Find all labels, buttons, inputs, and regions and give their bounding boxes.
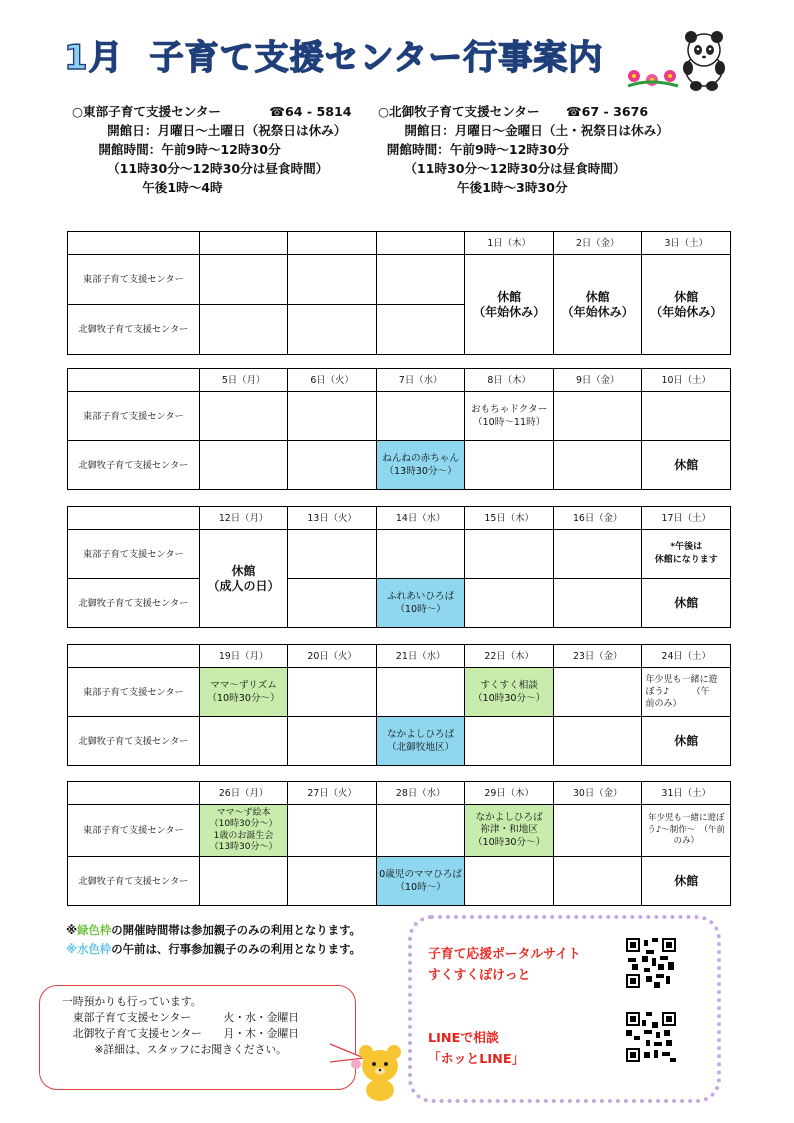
row-label-east: 東部子育て支援センター [68, 255, 200, 305]
event-cell [288, 255, 377, 305]
event-cell [553, 392, 642, 441]
row-label-east: 東部子育て支援センター [68, 530, 200, 579]
day-header: 6日（火） [288, 369, 377, 392]
event-cell [376, 305, 465, 355]
green-note: ※緑色枠の開催時間帯は参加親子のみの利用となります。 [66, 923, 361, 937]
event-cell [465, 579, 554, 628]
day-header: 26日（月） [199, 782, 288, 805]
event-cell [553, 441, 642, 490]
day-header: 1日（木） [465, 232, 554, 255]
event-cell [199, 305, 288, 355]
day-header: 17日（土） [642, 507, 731, 530]
day-header: 20日（火） [288, 645, 377, 668]
closed-cell: 休館 [642, 857, 731, 906]
day-header: 14日（水） [376, 507, 465, 530]
event-cell [376, 668, 465, 717]
day-header: 27日（火） [288, 782, 377, 805]
day-header: 2日（金） [553, 232, 642, 255]
event-cell [553, 530, 642, 579]
panda-icon [683, 31, 725, 91]
east-center-name: ○東部子育て支援センター [72, 104, 222, 119]
event-cell: *午後は 休館になります [642, 530, 731, 579]
event-cell [199, 857, 288, 906]
north-open-days: 開館日：月曜日～金曜日（土・祝祭日は休み） [404, 123, 669, 138]
event-cell [465, 857, 554, 906]
portal-text [428, 944, 581, 1070]
event-cell: すくすく相談 （10時30分～） [465, 668, 554, 717]
event-cell [288, 857, 377, 906]
row-label-north: 北御牧子育て支援センター [68, 579, 200, 628]
north-afternoon: 午後1時～3時30分 [456, 180, 568, 195]
event-cell [288, 530, 377, 579]
event-cell [553, 668, 642, 717]
day-header [199, 232, 288, 255]
event-cell: ふれあいひろば （10時～） [376, 579, 465, 628]
row-label-east: 東部子育て支援センター [68, 392, 200, 441]
closed-cell: 休館 （成人の日） [199, 530, 288, 628]
day-header: 8日（木） [465, 369, 554, 392]
day-header: 28日（水） [376, 782, 465, 805]
event-cell [465, 530, 554, 579]
closed-cell: 休館 （年始休み） [465, 255, 554, 355]
day-header: 7日（水） [376, 369, 465, 392]
week-table-4 [67, 644, 731, 766]
week-table-3 [67, 506, 731, 628]
north-lunch: （11時30分～12時30分は昼食時間） [404, 161, 626, 176]
event-cell: ママ～ずリズム （10時30分～） [199, 668, 288, 717]
green-keyword: 緑色枠 [77, 923, 112, 937]
east-center-phone: ☎64 - 5814 [269, 104, 352, 119]
blue-keyword: 水色枠 [77, 942, 112, 956]
day-header: 10日（土） [642, 369, 731, 392]
event-cell [553, 857, 642, 906]
panda-illustration [620, 28, 730, 94]
row-label-east: 東部子育て支援センター [68, 668, 200, 717]
event-cell [199, 255, 288, 305]
event-cell: なかよしひろば （北御牧地区） [376, 717, 465, 766]
day-header: 22日（木） [465, 645, 554, 668]
event-cell [642, 392, 731, 441]
event-cell: ねんねの赤ちゃん （13時30分～） [376, 441, 465, 490]
event-cell [465, 441, 554, 490]
event-cell [288, 717, 377, 766]
day-header: 29日（木） [465, 782, 554, 805]
flower-icon [628, 70, 678, 86]
east-afternoon: 午後1時～4時 [142, 180, 223, 195]
event-cell [553, 717, 642, 766]
portal-site-label[interactable]: 子育て応援ポータルサイト [428, 947, 581, 962]
event-cell [199, 717, 288, 766]
childcare-info: 一時預かりも行っています。 東部子育て支援センター 火・水・金曜日 北御牧子育て支援センター 月・木・金曜日 ※詳細は、スタッフにお聞きください。 [62, 995, 300, 1056]
event-cell: ママ～ず絵本 （10時30分～） 1歳のお誕生会 （13時30分～） [199, 805, 288, 857]
east-lunch: （11時30分～12時30分は昼食時間） [107, 161, 329, 176]
north-center-name: ○北御牧子育て支援センター [378, 104, 540, 119]
closed-cell: 休館 [642, 717, 731, 766]
day-header: 30日（金） [553, 782, 642, 805]
event-cell: 年少児も一緒に遊 ぼう♪ （午 前のみ） [642, 668, 731, 717]
row-label-east: 東部子育て支援センター [68, 805, 200, 857]
day-header: 23日（金） [553, 645, 642, 668]
event-cell [199, 441, 288, 490]
event-cell: おもちゃドクター （10時～11時） [465, 392, 554, 441]
closed-cell: 休館 [642, 579, 731, 628]
week-table-1 [67, 231, 731, 355]
week-table-5 [67, 781, 731, 906]
row-label-north: 北御牧子育て支援センター [68, 441, 200, 490]
event-cell [288, 392, 377, 441]
event-cell [553, 805, 642, 857]
event-cell [288, 668, 377, 717]
row-label-north: 北御牧子育て支援センター [68, 857, 200, 906]
day-header [288, 232, 377, 255]
event-cell [465, 717, 554, 766]
north-center-info [378, 102, 669, 197]
closed-cell: 休館 [642, 441, 731, 490]
event-cell: 0歳児のママひろば （10時～） [376, 857, 465, 906]
event-cell [288, 305, 377, 355]
bear-icon [342, 1040, 412, 1102]
day-header: 16日（金） [553, 507, 642, 530]
row-label-north: 北御牧子育て支援センター [68, 305, 200, 355]
event-cell [376, 392, 465, 441]
event-cell [288, 805, 377, 857]
event-cell [199, 392, 288, 441]
qr-code-icon[interactable] [626, 938, 676, 988]
blue-note: ※水色枠の午前は、行事参加親子のみの利用となります。 [66, 942, 361, 956]
closed-cell: 休館 （年始休み） [553, 255, 642, 355]
north-center-phone: ☎67 - 3676 [565, 104, 649, 119]
line-consult-name[interactable]: 「ホッとLINE」 [428, 1052, 525, 1067]
east-open-days: 開館日：月曜日～土曜日（祝祭日は休み） [107, 123, 347, 138]
title-month: 1月 [64, 38, 124, 78]
portal-site-name[interactable]: すくすくぽけっと [428, 968, 531, 983]
event-cell [288, 441, 377, 490]
day-header: 12日（月） [199, 507, 288, 530]
day-header: 13日（火） [288, 507, 377, 530]
event-cell [376, 530, 465, 579]
color-notes [66, 921, 361, 959]
day-header: 31日（土） [642, 782, 731, 805]
row-label-north: 北御牧子育て支援センター [68, 717, 200, 766]
event-cell [288, 579, 377, 628]
day-header: 15日（木） [465, 507, 554, 530]
event-cell [376, 255, 465, 305]
title-main: 子育て支援センター行事案内 [149, 38, 604, 78]
day-header: 21日（水） [376, 645, 465, 668]
day-header: 3日（土） [642, 232, 731, 255]
day-header [376, 232, 465, 255]
event-cell [553, 579, 642, 628]
day-header: 5日（月） [199, 369, 288, 392]
north-hours: 開館時間：午前9時～12時30分 [386, 142, 570, 157]
day-header: 24日（土） [642, 645, 731, 668]
day-header: 9日（金） [553, 369, 642, 392]
qr-code-icon[interactable] [626, 1012, 676, 1062]
east-hours: 開館時間：午前9時～12時30分 [98, 142, 281, 157]
week-table-2 [67, 368, 731, 490]
event-cell: 年少児も一緒に遊ぼ う♪～制作～ （午前 のみ） [642, 805, 731, 857]
line-consult-label[interactable]: LINEで相談 [428, 1031, 499, 1046]
event-cell: なかよしひろば 祢津・和地区 （10時30分～） [465, 805, 554, 857]
event-cell [376, 805, 465, 857]
closed-cell: 休館 （年始休み） [642, 255, 731, 355]
page-title [64, 30, 603, 79]
day-header: 19日（月） [199, 645, 288, 668]
east-center-info [72, 102, 352, 197]
